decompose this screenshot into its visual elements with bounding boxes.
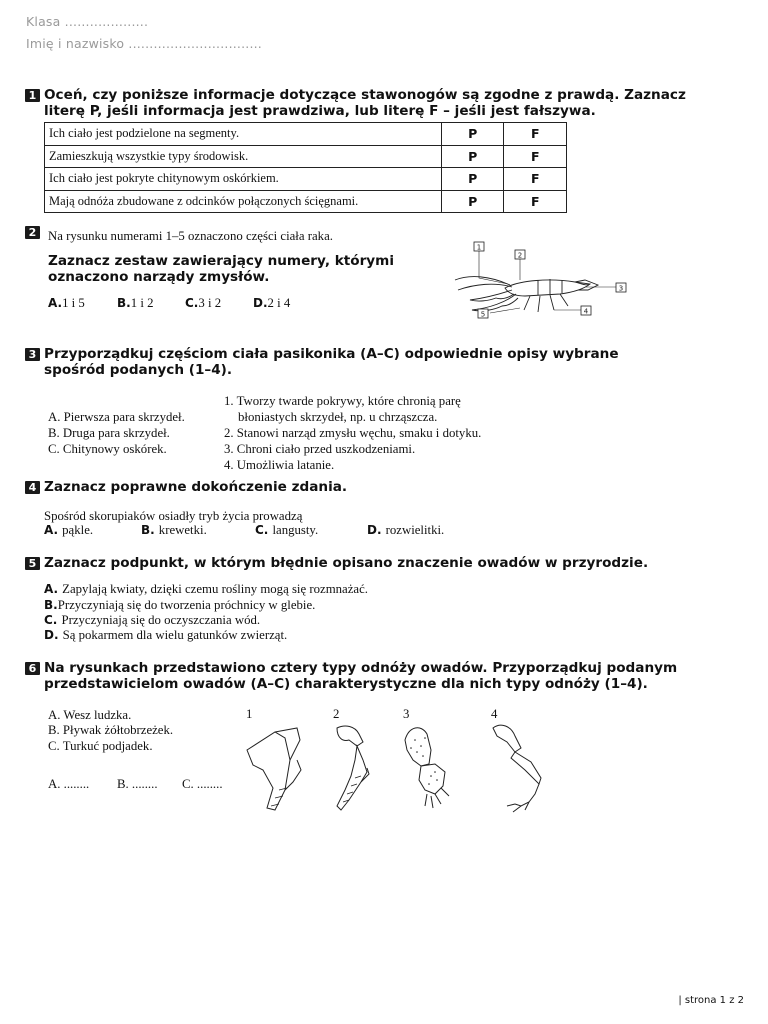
body-part-b: B. Druga para skrzydeł.	[48, 426, 170, 440]
answer-field-c[interactable]: C. ........	[182, 777, 223, 791]
option-value: krewetki.	[158, 523, 207, 537]
option-letter: A.	[48, 296, 63, 310]
question-5-title: Zaznacz podpunkt, w którym błędnie opisano znaczenie owadów w przyrodzie.	[44, 555, 649, 571]
title-line: Na rysunkach przedstawiono cztery typy odnóży owadów. Przyporządkuj podanym	[44, 660, 678, 676]
true-option[interactable]: P	[441, 190, 504, 213]
question-2-title	[48, 254, 394, 285]
answer-option-a[interactable]	[48, 296, 85, 311]
answer-option-c[interactable]	[185, 296, 221, 311]
body-part-a: A. Pierwsza para skrzydeł.	[48, 410, 185, 424]
leg-figure-number-2: 2	[333, 707, 340, 721]
option-letter: C.	[44, 613, 58, 627]
leg-figure-number-1: 1	[246, 707, 253, 721]
answer-option-b[interactable]	[117, 296, 153, 311]
option-letter: D.	[367, 523, 382, 537]
answer-option-d[interactable]	[44, 628, 287, 643]
page-indicator: | strona 1 z 2	[678, 995, 744, 1006]
option-letter: A.	[44, 582, 59, 596]
statement-cell: Ich ciało jest podzielone na segmenty.	[45, 123, 442, 146]
description-4: 4. Umożliwia latanie.	[224, 458, 335, 472]
question-4-sentence: Spośród skorupiaków osiadły tryb życia prowadzą	[44, 509, 303, 523]
description-1-continued: błoniastych skrzydeł, np. u chrząszcza.	[238, 410, 438, 424]
crayfish-label-5: 5	[480, 310, 486, 319]
leg-figure-number-4: 4	[491, 707, 498, 721]
statement-cell: Mają odnóża zbudowane z odcinków połączonych ścięgnami.	[45, 190, 442, 213]
question-4-title: Zaznacz poprawne dokończenie zdania.	[44, 479, 348, 495]
table-row	[45, 123, 567, 146]
true-option[interactable]: P	[441, 145, 504, 168]
statement-cell: Zamieszkują wszystkie typy środowisk.	[45, 145, 442, 168]
true-false-table	[44, 122, 567, 213]
description-3: 3. Chroni ciało przed uszkodzeniami.	[224, 442, 416, 456]
crayfish-label-1: 1	[476, 243, 482, 252]
false-option[interactable]: F	[504, 145, 567, 168]
answer-option-a[interactable]	[44, 523, 93, 538]
true-option[interactable]: P	[441, 168, 504, 191]
option-letter: D.	[44, 628, 59, 642]
option-value: 1 i 2	[130, 296, 154, 310]
option-letter: A.	[44, 523, 59, 537]
statement-cell: Ich ciało jest pokryte chitynowym oskórkiem.	[45, 168, 442, 191]
body-part-c: C. Chitynowy oskórek.	[48, 442, 167, 456]
table-row	[45, 190, 567, 213]
question-1-title	[44, 88, 686, 119]
class-field-label: Klasa ....................	[26, 14, 149, 29]
crayfish-label-3: 3	[618, 284, 624, 293]
false-option[interactable]: F	[504, 123, 567, 146]
option-letter: D.	[253, 296, 268, 310]
answer-option-d[interactable]	[253, 296, 290, 311]
question-number-badge: 1	[25, 89, 40, 102]
answer-option-b[interactable]	[44, 598, 315, 613]
title-line: literę P, jeśli informacja jest prawdziwa, lub literę F – jeśli jest fałszywa.	[44, 102, 596, 119]
table-row	[45, 168, 567, 191]
question-6-title	[44, 661, 677, 692]
option-letter: C.	[255, 523, 269, 537]
student-name-field-label: Imię i nazwisko ................................	[26, 36, 262, 51]
crayfish-illustration	[450, 240, 630, 325]
description-2: 2. Stanowi narząd zmysłu węchu, smaku i dotyku.	[224, 426, 482, 440]
option-letter: B.	[44, 598, 58, 612]
false-option[interactable]: F	[504, 190, 567, 213]
option-value: 2 i 4	[267, 296, 291, 310]
description-1: 1. Tworzy twarde pokrywy, które chronią parę	[224, 394, 461, 408]
title-line: przedstawicielom owadów (A–C) charakterystyczne dla nich typy odnóży (1–4).	[44, 675, 648, 692]
answer-field-b[interactable]: B. ........	[117, 777, 158, 791]
title-line: spośród podanych (1–4).	[44, 361, 233, 378]
answer-option-c[interactable]	[44, 613, 260, 628]
title-line: oznaczono narządy zmysłów.	[48, 268, 270, 285]
answer-field-a[interactable]: A. ........	[48, 777, 90, 791]
title-line: Zaznacz zestaw zawierający numery, którymi	[48, 253, 394, 269]
option-value: Przyczyniają się do tworzenia próchnicy w glebie.	[57, 598, 316, 612]
answer-option-c[interactable]	[255, 523, 318, 538]
insect-a: A. Wesz ludzka.	[48, 708, 132, 722]
option-value: Zapylają kwiaty, dzięki czemu rośliny mogą się rozmnażać.	[62, 582, 368, 596]
false-option[interactable]: F	[504, 168, 567, 191]
crayfish-label-2: 2	[517, 251, 523, 260]
option-letter: B.	[141, 523, 155, 537]
insect-b: B. Pływak żółtobrzeżek.	[48, 723, 174, 737]
option-value: Są pokarmem dla wielu gatunków zwierząt.	[62, 628, 288, 642]
question-number-badge: 2	[25, 226, 40, 239]
title-line: Przyporządkuj częściom ciała pasikonika (A–C) odpowiednie opisy wybrane	[44, 346, 619, 362]
option-value: pąkle.	[62, 523, 94, 537]
option-value: 1 i 5	[62, 296, 85, 310]
answer-option-d[interactable]	[367, 523, 444, 538]
insect-legs-illustration	[245, 720, 555, 820]
answer-option-a[interactable]	[44, 582, 368, 597]
option-letter: C.	[185, 296, 199, 310]
option-value: langusty.	[272, 523, 319, 537]
question-number-badge: 5	[25, 557, 40, 570]
table-row	[45, 145, 567, 168]
true-option[interactable]: P	[441, 123, 504, 146]
question-number-badge: 4	[25, 481, 40, 494]
question-2-intro: Na rysunku numerami 1–5 oznaczono części ciała raka.	[48, 229, 333, 243]
question-number-badge: 3	[25, 348, 40, 361]
answer-option-b[interactable]	[141, 523, 207, 538]
leg-figure-number-3: 3	[403, 707, 410, 721]
title-line: Oceń, czy poniższe informacje dotyczące stawonogów są zgodne z prawdą. Zaznacz	[44, 87, 686, 103]
option-value: 3 i 2	[198, 296, 222, 310]
question-number-badge: 6	[25, 662, 40, 675]
crayfish-label-4: 4	[583, 307, 589, 316]
question-3-title	[44, 347, 619, 378]
option-value: Przyczyniają się do oczyszczania wód.	[61, 613, 261, 627]
insect-c: C. Turkuć podjadek.	[48, 739, 153, 753]
option-value: rozwielitki.	[385, 523, 445, 537]
option-letter: B.	[117, 296, 131, 310]
